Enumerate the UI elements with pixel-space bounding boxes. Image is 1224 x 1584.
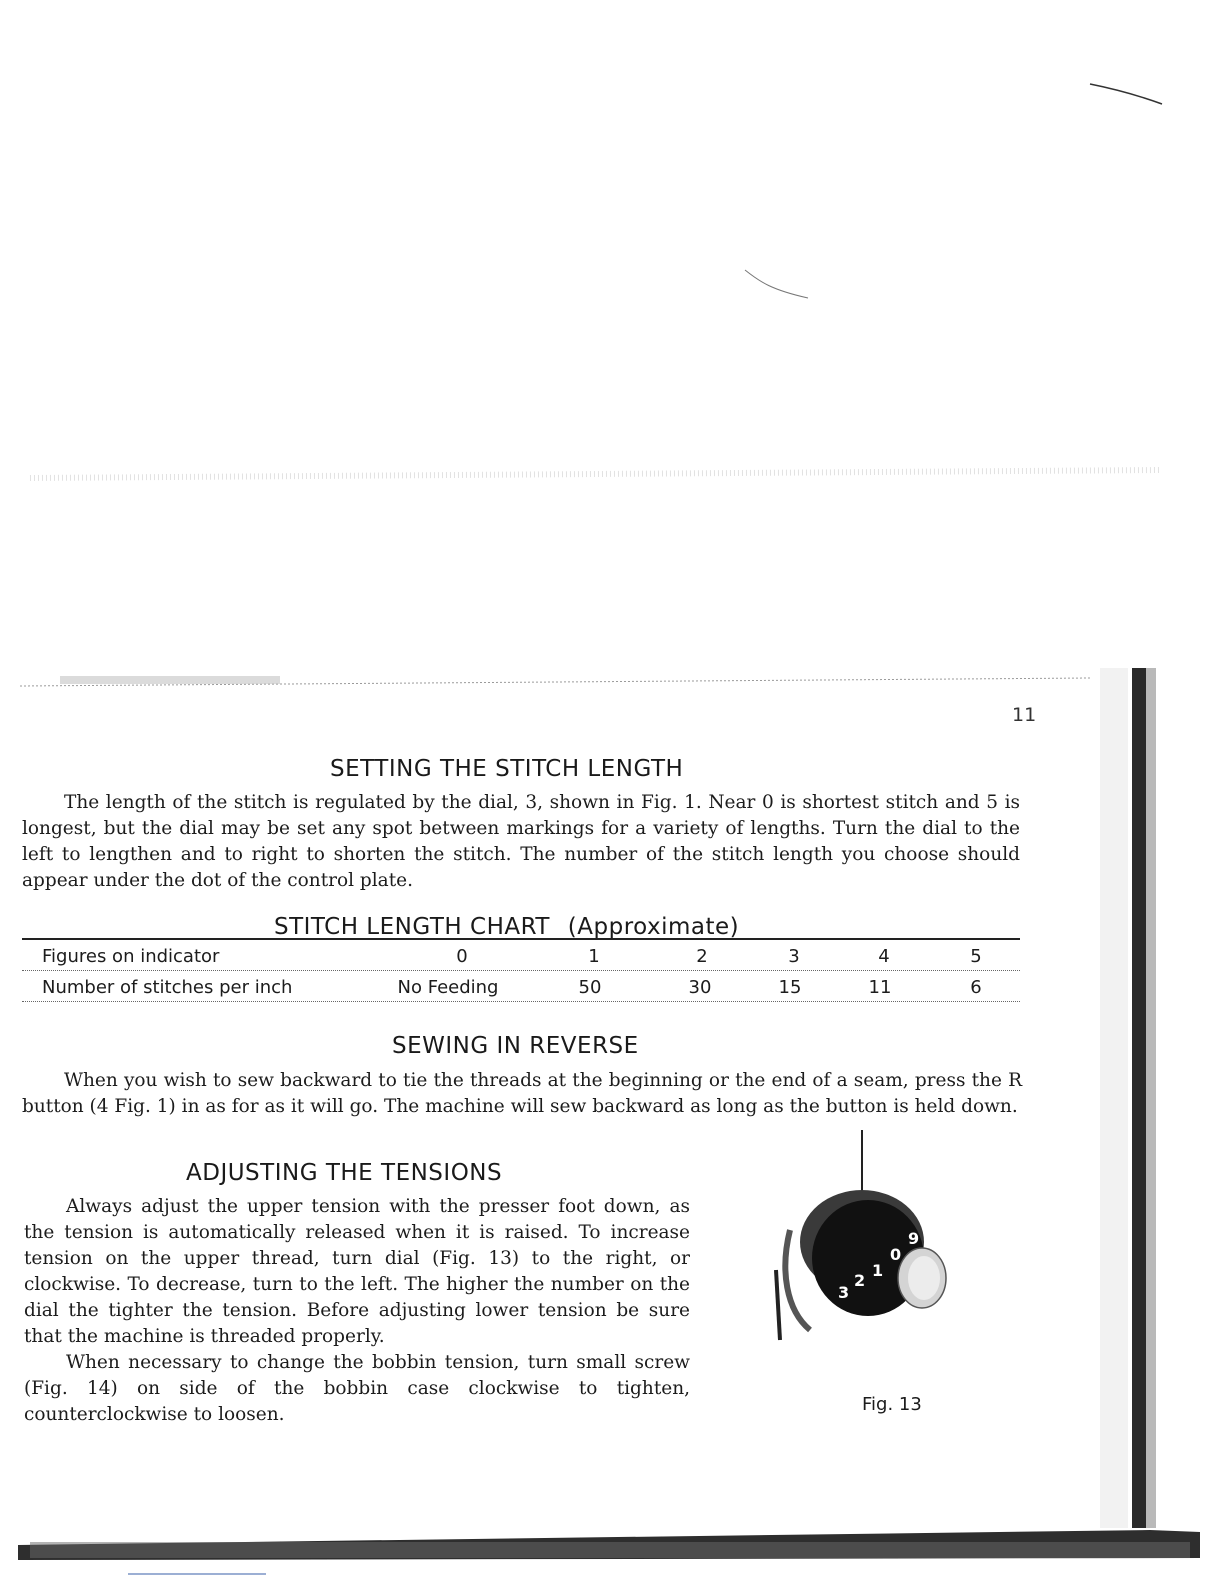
stitch-length-paragraph [22, 790, 1020, 894]
reverse-paragraph [22, 1068, 1022, 1120]
dial-number: 0 [890, 1245, 902, 1264]
dial-number: 9 [908, 1229, 920, 1248]
chart-cell: 1 [588, 946, 600, 967]
tensions-heading: ADJUSTING THE TENSIONS [186, 1160, 503, 1186]
stitch-length-heading: SETTING THE STITCH LENGTH [330, 756, 684, 782]
chart-cell: 3 [788, 946, 800, 967]
chart-heading [274, 914, 739, 940]
chart-cell: 15 [778, 977, 802, 998]
chart-row-indicator [22, 940, 1020, 971]
tension-dial-illustration [750, 1130, 970, 1360]
dial-number: 1 [872, 1261, 884, 1280]
chart-cell: 4 [878, 946, 890, 967]
chart-row-stitches [22, 971, 1020, 1002]
chart-cell: 2 [696, 946, 708, 967]
dial-number: 2 [854, 1271, 866, 1290]
tensions-text-1: Always adjust the upper tension with the presser foot down, as the tension is automatically released when it is raised. To increase tension on the upper thread, turn dial (Fig. 13) to the right, or clockwise. To decrease, turn to the left. The higher the number on the dial the tighter the tension. Before adjusting lower tension be sure that the machine is threaded properly. [24, 1196, 690, 1347]
chart-title: STITCH LENGTH CHART [274, 914, 550, 940]
chart-cell: 5 [970, 946, 982, 967]
chart-cell: No Feeding [397, 977, 499, 998]
dial-number: 3 [838, 1283, 850, 1302]
tensions-paragraphs [24, 1194, 690, 1428]
stitch-length-chart [22, 938, 1020, 1002]
tensions-text-2: When necessary to change the bobbin tension, turn small screw (Fig. 14) on side of the bobbin case clockwise to tighten, counterclockwise to loosen. [24, 1352, 690, 1425]
reverse-heading: SEWING IN REVERSE [392, 1033, 639, 1059]
chart-cell: 50 [578, 977, 602, 998]
reverse-text: When you wish to sew backward to tie the threads at the beginning or the end of a seam, press the R button (4 Fig. 1) in as for as it will go. The machine will sew backward as long as the button is held down. [22, 1070, 1022, 1117]
chart-cell: 6 [970, 977, 982, 998]
figure-caption: Fig. 13 [862, 1394, 922, 1415]
chart-cell: 0 [456, 946, 468, 967]
stitch-length-text: The length of the stitch is regulated by the dial, 3, shown in Fig. 1. Near 0 is shortest stitch and 5 is longest, but the dial may be set any spot between markings for a variety of lengths. Turn the dial to the left to lengthen and to right to shorten the stitch. The number of the stitch length you choose should appear under the dot of the control plate. [22, 792, 1020, 891]
chart-subtitle: (Approximate) [567, 914, 740, 940]
chart-cell: 11 [868, 977, 892, 998]
chart-cell: 30 [688, 977, 712, 998]
chart-row-label: Figures on indicator [42, 946, 220, 967]
chart-row-label: Number of stitches per inch [42, 977, 293, 998]
page-number: 11 [1012, 704, 1037, 726]
